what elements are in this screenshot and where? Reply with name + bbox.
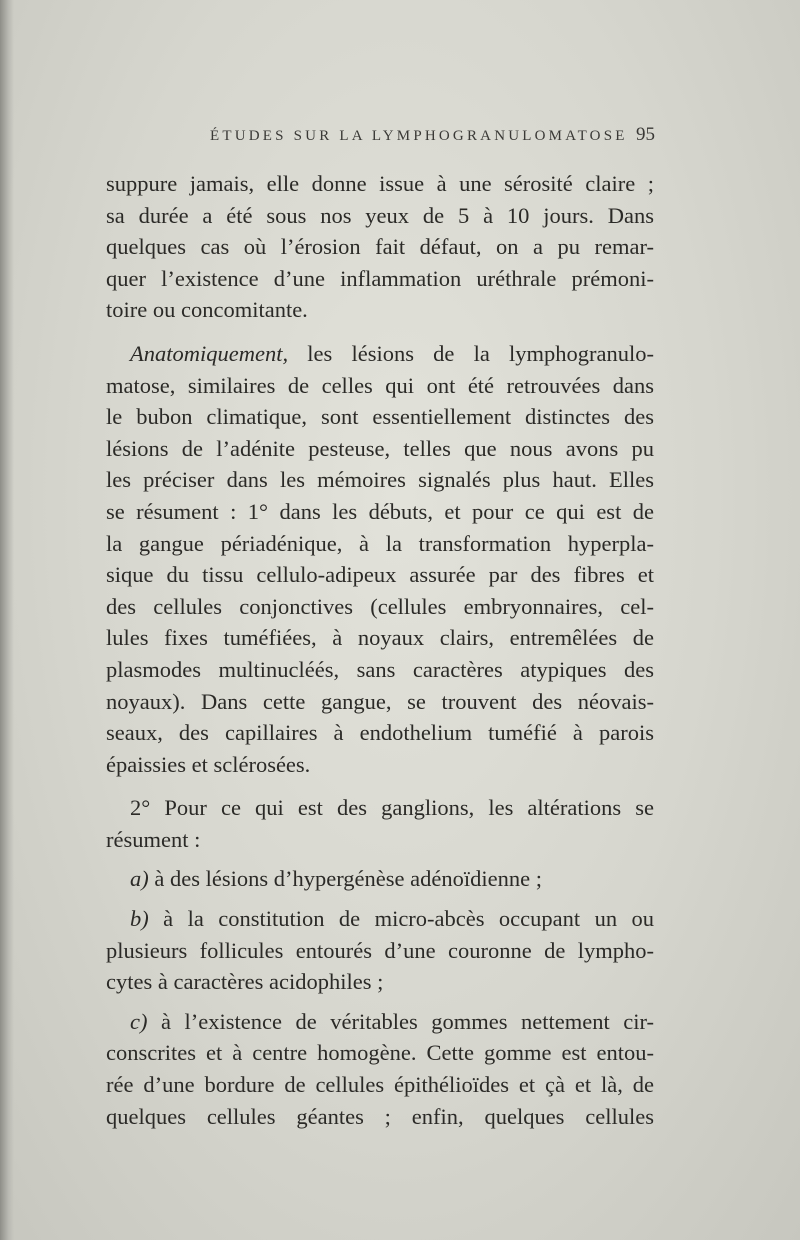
text-line: plasmodes multinucléés, sans caractères atypiques des	[106, 656, 654, 682]
binding-edge	[0, 0, 14, 1240]
text-line: sique du tissu cellulo-adipeux assurée par des fibres et	[106, 562, 654, 588]
line-rest: à la constitution de micro-abcès occupant un ou	[148, 906, 654, 932]
italic-lead: c)	[130, 1008, 148, 1034]
text-line	[106, 863, 654, 895]
paragraph-2	[106, 338, 654, 780]
text-line: lules fixes tuméfiées, à noyaux clairs, entremêlées de	[106, 625, 654, 651]
line-rest: les lésions de la lymphogranulo-	[288, 340, 654, 366]
paragraph-gap	[106, 998, 654, 1006]
text-line: toire ou concomitante.	[106, 297, 308, 323]
paragraph-c	[106, 1006, 654, 1132]
text-line: quer l’existence d’une inflammation uréthrale prémoni-	[106, 265, 654, 291]
page-number: 95	[636, 124, 655, 145]
text-line: rée d’une bordure de cellules épithélioïdes et çà et là, de	[106, 1072, 654, 1098]
text-line: se résument : 1° dans les débuts, et pour ce qui est de	[106, 498, 654, 524]
text-line: résument :	[106, 826, 201, 852]
text-line: noyaux). Dans cette gangue, se trouvent des néovais-	[106, 688, 654, 714]
text-line	[106, 903, 654, 935]
text-line: la gangue périadénique, à la transformation hyperpla-	[106, 530, 654, 556]
text-line: 2° Pour ce qui est des ganglions, les altérations se	[130, 795, 654, 821]
paragraph-gap	[106, 855, 654, 863]
text-line: conscrites et à centre homogène. Cette gomme est entou-	[106, 1040, 654, 1066]
paragraph-a	[106, 863, 654, 895]
text-line: des cellules conjonctives (cellules embryonnaires, cel-	[106, 593, 654, 619]
paragraph-1	[106, 168, 654, 326]
italic-lead: b)	[130, 906, 149, 932]
text-line: seaux, des capillaires à endothelium tuméfié à parois	[106, 720, 654, 746]
line-rest: à l’existence de véritables gommes nettement cir-	[147, 1008, 654, 1034]
italic-lead: a)	[130, 866, 149, 892]
paragraph-gap	[106, 780, 654, 792]
body-text	[106, 168, 654, 1132]
running-title: ÉTUDES SUR LA LYMPHOGRANULOMATOSE	[210, 128, 628, 144]
text-line: suppure jamais, elle donne issue à une sérosité claire ;	[106, 171, 654, 196]
text-line: quelques cellules géantes ; enfin, quelques cellules	[106, 1103, 654, 1129]
text-line: cytes à caractères acidophiles ;	[106, 969, 384, 995]
text-line	[106, 1006, 654, 1038]
text-line: sa durée a été sous nos yeux de 5 à 10 jours. Dans	[106, 202, 654, 228]
italic-lead: Anatomiquement,	[130, 340, 289, 366]
text-line	[106, 338, 654, 370]
text-line: matose, similaires de celles qui ont été retrouvées dans	[106, 372, 654, 398]
paragraph-gap	[106, 895, 654, 903]
line-rest: à des lésions d’hypergénèse adénoïdienne ;	[148, 866, 542, 892]
text-line: les préciser dans les mémoires signalés plus haut. Elles	[106, 467, 654, 493]
text-line: le bubon climatique, sont essentiellement distinctes des	[106, 404, 654, 430]
paragraph-b	[106, 903, 654, 998]
text-line: plusieurs follicules entourés d’une couronne de lympho-	[106, 937, 654, 963]
text-line: lésions de l’adénite pesteuse, telles que nous avons pu	[106, 435, 654, 461]
text-line: quelques cas où l’érosion fait défaut, on a pu remar-	[106, 234, 654, 260]
paragraph-3	[106, 792, 654, 855]
paragraph-gap	[106, 326, 654, 338]
text-line: épaissies et sclérosées.	[106, 751, 311, 777]
